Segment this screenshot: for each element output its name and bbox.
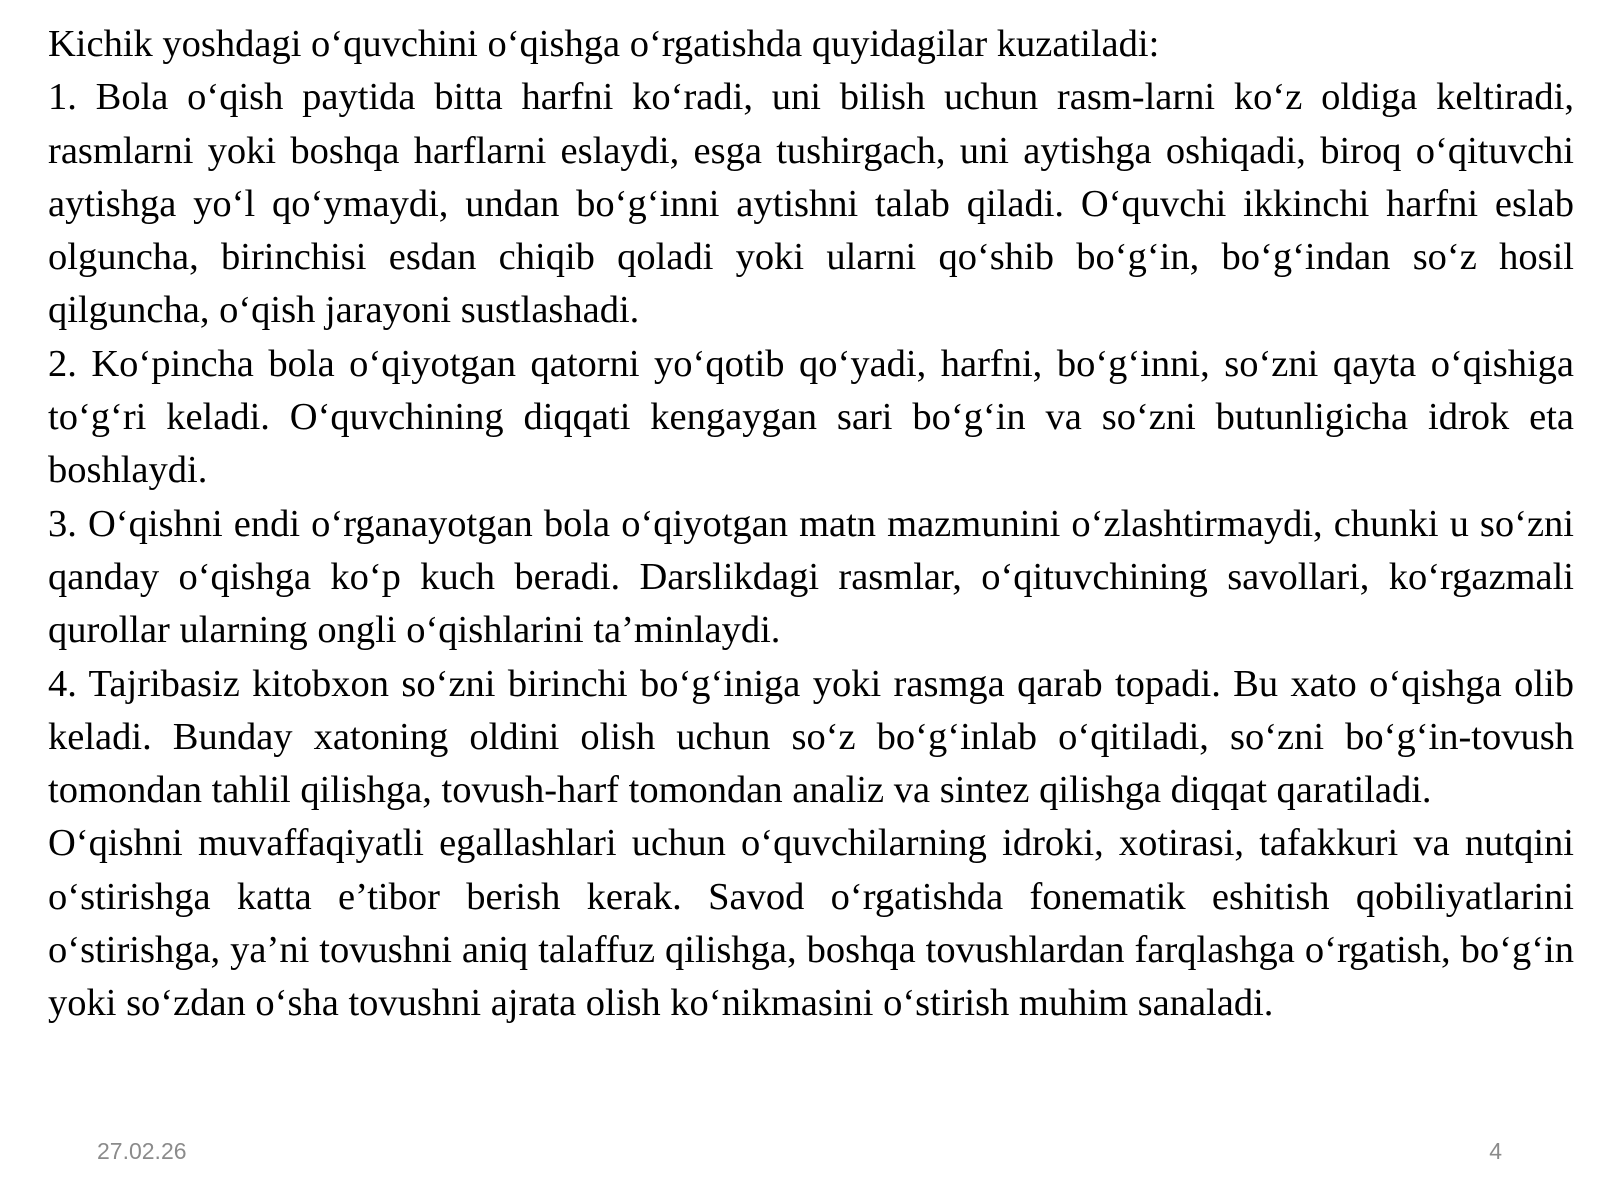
footer-date: 27.02.26 — [97, 1138, 187, 1164]
list-item-3: 3. Oʻqishni endi oʻrganayotgan bola oʻqiyotgan matn mazmunini oʻzlashtirmaydi, chunki u soʻzni qanday oʻqishga koʻp kuch beradi. Darslikdagi rasmlar, oʻqituvchining savollari, koʻrgazmali qurollar ularning ongli oʻqishlarini ta’minlaydi. — [48, 502, 1574, 652]
list-item-4: 4. Tajribasiz kitobxon soʻzni birinchi boʻgʻiniga yoki rasmga qarab topadi. Bu xato oʻqishga olib keladi. Bunday xatoning oldini olish uchun soʻz boʻgʻinlab oʻqitiladi, soʻzni boʻgʻin-tovush tomondan tahlil qilishga, tovush-harf tomondan analiz va sintez qilishga diqqat qaratiladi. — [48, 662, 1574, 812]
list-item-1: 1. Bola oʻqish paytida bitta harfni koʻradi, uni bilish uchun rasm-larni koʻz oldiga keltiradi, rasmlarni yoki boshqa harflarni eslaydi, esga tushirgach, uni aytishga oshiqadi, biroq oʻqituvchi aytishga yoʻl qoʻymaydi, undan boʻgʻinni aytishni talab qiladi. Oʻquvchi ikkinchi harfni eslab olguncha, birinchisi esdan chiqib qoladi yoki ularni qoʻshib boʻgʻin, boʻgʻindan soʻz hosil qilguncha, oʻqish jarayoni sustlashadi. — [48, 76, 1574, 332]
slide-body-text — [48, 18, 1574, 1031]
list-item-2: 2. Koʻpincha bola oʻqiyotgan qatorni yoʻqotib qoʻyadi, harfni, boʻgʻinni, soʻzni qayta oʻqishiga toʻgʻri keladi. Oʻquvchining diqqati kengaygan sari boʻgʻin va soʻzni butunligicha idrok eta boshlaydi. — [48, 342, 1574, 492]
page-number: 4 — [1489, 1138, 1502, 1164]
conclusion-paragraph: Oʻqishni muvaffaqiyatli egallashlari uchun oʻquvchilarning idroki, xotirasi, tafakkuri va nutqini oʻstirishga katta e’tibor berish kerak. Savod oʻrgatishda fonematik eshitish qobiliyatlarini oʻstirishga, ya’ni tovushni aniq talaffuz qilishga, boshqa tovushlardan farqlashga oʻrgatish, boʻgʻin yoki soʻzdan oʻsha tovushni ajrata olish koʻnikmasini oʻstirish muhim sanaladi. — [48, 822, 1574, 1025]
intro-paragraph: Kichik yoshdagi oʻquvchini oʻqishga oʻrgatishda quyidagilar kuzatiladi: — [48, 23, 1160, 65]
